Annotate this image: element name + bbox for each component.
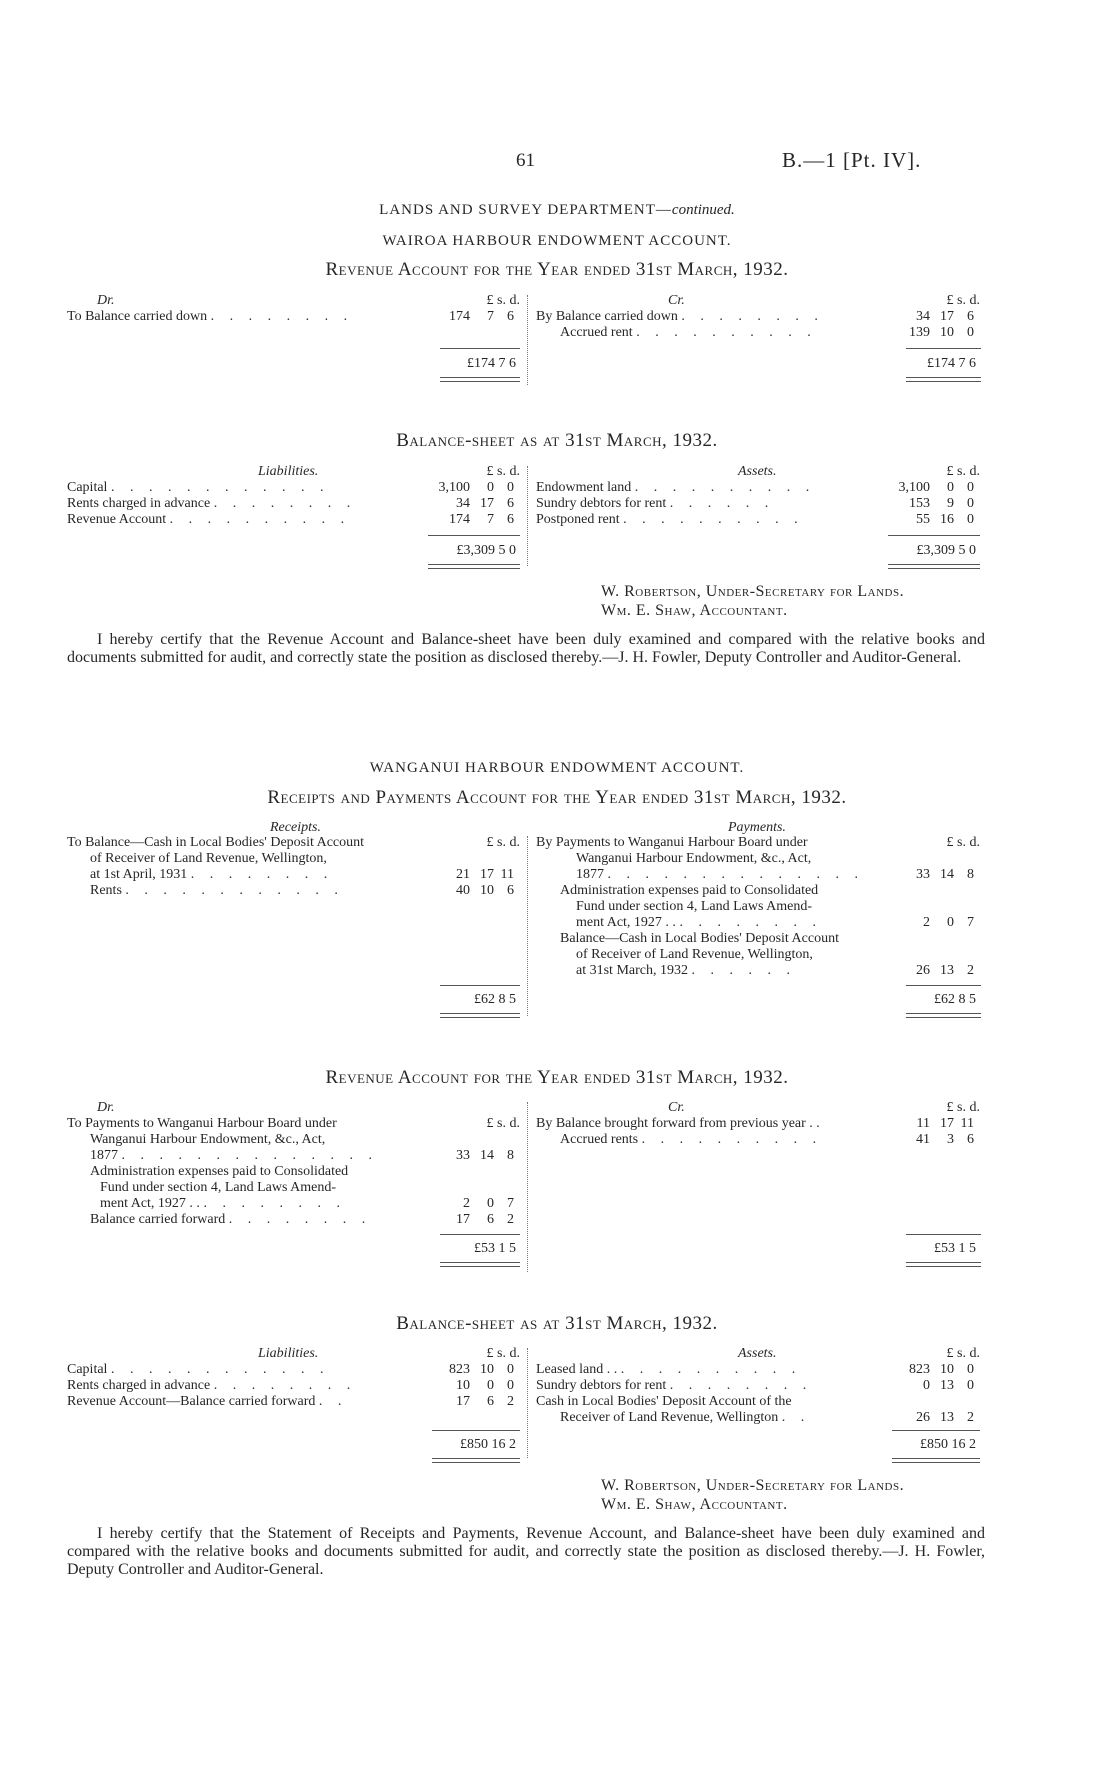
revenue-line: 1877 . . . . . . . . . . . . . . [90, 1148, 378, 1163]
amount-pounds: 55 [916, 512, 930, 527]
column-divider [527, 466, 528, 566]
amount-shillings: 10 [480, 883, 494, 898]
cr-label: Cr. [668, 293, 685, 308]
amount-shillings: 6 [487, 1394, 494, 1409]
total-double-rule [440, 1013, 520, 1018]
amount-shillings: 0 [487, 1378, 494, 1393]
revenue-line: Wanganui Harbour Endowment, &c., Act, [90, 1132, 326, 1147]
amount-pence: 2 [507, 1212, 514, 1227]
sum-rule [892, 1430, 980, 1431]
amount-pence: 6 [507, 309, 514, 324]
amount-pence: 11 [500, 867, 514, 882]
account-row-label: By Balance carried down . . . . . . . . [536, 309, 824, 324]
amount-shillings: 3 [947, 1132, 954, 1147]
revenue-line: By Balance brought forward from previous year . . [536, 1116, 820, 1131]
amount-shillings: 0 [947, 915, 954, 930]
asset-row: Postponed rent . . . . . . . . . . [536, 512, 804, 527]
amount-pence: 6 [507, 496, 514, 511]
amount-shillings: 14 [480, 1148, 494, 1163]
col-header: £ s. d. [946, 835, 980, 850]
payment-line: ment Act, 1927 . . . . . . . . . . [576, 915, 822, 930]
col-header: £ s. d. [486, 293, 520, 308]
total-amount: £850 16 2 [920, 1437, 976, 1452]
payment-line: Fund under section 4, Land Laws Amend- [576, 899, 813, 914]
sum-rule [906, 348, 981, 349]
payment-line: at 31st March, 1932 . . . . . . [576, 963, 796, 978]
amount-shillings: 17 [940, 1116, 954, 1131]
sum-rule [888, 535, 980, 536]
payment-line: Wanganui Harbour Endowment, &c., Act, [576, 851, 812, 866]
amount-shillings: 17 [480, 496, 494, 511]
amount-pounds: 174 [449, 512, 470, 527]
sum-rule [440, 348, 520, 349]
amount-shillings: 10 [480, 1362, 494, 1377]
total-double-rule [440, 1262, 520, 1267]
revenue-line: Balance carried forward . . . . . . . . [90, 1212, 372, 1227]
column-divider [527, 295, 528, 385]
sum-rule [906, 985, 981, 986]
sum-rule [428, 535, 520, 536]
amount-pence: 2 [507, 1394, 514, 1409]
col-header: £ s. d. [946, 293, 980, 308]
receipt-line: To Balance—Cash in Local Bodies' Deposit Account [67, 835, 365, 850]
wairoa-revenue-title: Revenue Account for the Year ended 31st March, 1932. [325, 259, 789, 280]
liability-row: Revenue Account—Balance carried forward . . [67, 1394, 348, 1409]
total-amount: £174 7 6 [467, 356, 516, 371]
account-row-label: To Balance carried down . . . . . . . . [67, 309, 354, 324]
receipt-line: Rents . . . . . . . . . . . . [90, 883, 344, 898]
amount-pence: 0 [967, 512, 974, 527]
amount-pence: 0 [967, 496, 974, 511]
amount-pounds: 0 [923, 1378, 930, 1393]
asset-row: Sundry debtors for rent . . . . . . [536, 496, 775, 511]
amount-pence: 2 [967, 963, 974, 978]
total-double-rule [906, 1013, 981, 1018]
wanganui-account-title: WANGANUI HARBOUR ENDOWMENT ACCOUNT. [369, 760, 745, 776]
revenue-line: Administration expenses paid to Consolidated [90, 1164, 349, 1179]
amount-shillings: 10 [940, 1362, 954, 1377]
total-amount: £850 16 2 [460, 1437, 516, 1452]
liabilities-label: Liabilities. [258, 464, 319, 479]
payment-line: By Payments to Wanganui Harbour Board under [536, 835, 808, 850]
amount-pence: 8 [967, 867, 974, 882]
amount-pence: 0 [967, 1362, 974, 1377]
total-amount: £3,309 5 0 [456, 543, 516, 558]
amount-pounds: 26 [916, 963, 930, 978]
total-amount: £53 1 5 [474, 1241, 516, 1256]
amount-pence: 7 [967, 915, 974, 930]
amount-pounds: 26 [916, 1410, 930, 1425]
payment-line: Balance—Cash in Local Bodies' Deposit Account [560, 931, 839, 946]
col-header: £ s. d. [946, 1100, 980, 1115]
amount-shillings: 7 [487, 512, 494, 527]
wanganui-balance-title: Balance-sheet as at 31st March, 1932. [396, 1313, 718, 1334]
amount-pounds: 33 [456, 1148, 470, 1163]
col-header: £ s. d. [486, 835, 520, 850]
asset-line: Receiver of Land Revenue, Wellington . . [560, 1410, 811, 1425]
amount-pence: 0 [507, 480, 514, 495]
total-amount: £62 8 5 [934, 992, 976, 1007]
amount-pounds: 11 [916, 1116, 930, 1131]
amount-pounds: 823 [449, 1362, 470, 1377]
amount-pounds: 17 [456, 1212, 470, 1227]
signature-accountant: Wm. E. Shaw, Accountant. [601, 602, 788, 619]
amount-pence: 0 [967, 1378, 974, 1393]
amount-pence: 2 [967, 1410, 974, 1425]
amount-pounds: 823 [909, 1362, 930, 1377]
amount-shillings: 9 [947, 496, 954, 511]
amount-shillings: 13 [940, 963, 954, 978]
total-double-rule [892, 1458, 980, 1463]
payment-line: 1877 . . . . . . . . . . . . . . [576, 867, 864, 882]
payment-line: Administration expenses paid to Consolidated [560, 883, 819, 898]
asset-line: Leased land . . . . . . . . . . . . [536, 1362, 802, 1377]
wanganui-receipts-title: Receipts and Payments Account for the Year ended 31st March, 1932. [267, 787, 847, 808]
amount-pounds: 3,100 [438, 480, 470, 495]
amount-shillings: 16 [940, 512, 954, 527]
wanganui-revenue-title: Revenue Account for the Year ended 31st March, 1932. [325, 1067, 789, 1088]
col-header: £ s. d. [946, 1346, 980, 1361]
revenue-line: ment Act, 1927 . . . . . . . . . . [100, 1196, 346, 1211]
col-header: £ s. d. [486, 1116, 520, 1131]
wairoa-balance-title: Balance-sheet as at 31st March, 1932. [396, 430, 718, 451]
cr-label: Cr. [668, 1100, 685, 1115]
amount-pounds: 3,100 [898, 480, 930, 495]
total-double-rule [906, 1262, 981, 1267]
column-divider [527, 1348, 528, 1458]
amount-pounds: 153 [909, 496, 930, 511]
receipt-line: of Receiver of Land Revenue, Wellington, [90, 851, 327, 866]
amount-shillings: 7 [487, 309, 494, 324]
asset-row: Endowment land . . . . . . . . . . [536, 480, 816, 495]
signature-under-secretary: W. Robertson, Under-Secretary for Lands. [601, 1477, 905, 1494]
total-amount: £62 8 5 [474, 992, 516, 1007]
amount-pounds: 2 [463, 1196, 470, 1211]
asset-line: Sundry debtors for rent . . . . . . . . [536, 1378, 813, 1393]
total-double-rule [432, 1458, 520, 1463]
sum-rule [440, 985, 520, 986]
sum-rule [440, 1234, 520, 1235]
amount-pounds: 34 [456, 496, 470, 511]
liability-row: Capital . . . . . . . . . . . . [67, 480, 330, 495]
col-header: £ s. d. [486, 464, 520, 479]
total-double-rule [888, 564, 980, 569]
amount-shillings: 0 [487, 1196, 494, 1211]
amount-pounds: 10 [456, 1378, 470, 1393]
amount-pounds: 17 [456, 1394, 470, 1409]
liability-row: Revenue Account . . . . . . . . . . [67, 512, 351, 527]
liability-row: Rents charged in advance . . . . . . . . [67, 1378, 357, 1393]
amount-pence: 0 [507, 1378, 514, 1393]
assets-label: Assets. [738, 1346, 777, 1361]
total-double-rule [906, 377, 981, 382]
account-row-label: Accrued rent . . . . . . . . . . [560, 325, 817, 340]
amount-pence: 0 [967, 325, 974, 340]
col-header: £ s. d. [946, 464, 980, 479]
amount-pence: 7 [507, 1196, 514, 1211]
dr-label: Dr. [97, 293, 115, 308]
amount-pounds: 21 [456, 867, 470, 882]
amount-shillings: 17 [940, 309, 954, 324]
wairoa-account-title: WAIROA HARBOUR ENDOWMENT ACCOUNT. [382, 233, 732, 249]
total-double-rule [440, 377, 520, 382]
receipt-line: at 1st April, 1931 . . . . . . . . [90, 867, 334, 882]
receipts-label: Receipts. [270, 820, 321, 835]
dr-label: Dr. [97, 1100, 115, 1115]
col-header: £ s. d. [486, 1346, 520, 1361]
revenue-line: To Payments to Wanganui Harbour Board under [67, 1116, 337, 1131]
page-number: 61 [516, 150, 535, 171]
amount-pence: 8 [507, 1148, 514, 1163]
asset-line: Cash in Local Bodies' Deposit Account of the [536, 1394, 792, 1409]
liability-row: Capital . . . . . . . . . . . . [67, 1362, 330, 1377]
amount-pounds: 40 [456, 883, 470, 898]
amount-shillings: 13 [940, 1410, 954, 1425]
amount-shillings: 10 [940, 325, 954, 340]
column-divider [527, 836, 528, 1016]
amount-shillings: 14 [940, 867, 954, 882]
audit-certificate: I hereby certify that the Statement of Receipts and Payments, Revenue Account, and Balance-sheet have been duly examined and compared with the relative books and documents submitted for audit, and correctly state the position as disclosed thereby.—J. H. Fowler, Deputy Controller and Auditor-General. [67, 1525, 985, 1578]
assets-label: Assets. [738, 464, 777, 479]
amount-pounds: 34 [916, 309, 930, 324]
amount-pounds: 139 [909, 325, 930, 340]
amount-pence: 6 [507, 512, 514, 527]
payments-label: Payments. [728, 820, 786, 835]
revenue-line: Fund under section 4, Land Laws Amend- [100, 1180, 337, 1195]
amount-shillings: 13 [940, 1378, 954, 1393]
signature-accountant: Wm. E. Shaw, Accountant. [601, 1496, 788, 1513]
page-reference: B.—1 [Pt. IV]. [782, 148, 922, 172]
amount-shillings: 6 [487, 1212, 494, 1227]
amount-pounds: 2 [923, 915, 930, 930]
amount-pounds: 174 [449, 309, 470, 324]
total-amount: £53 1 5 [934, 1241, 976, 1256]
audit-certificate: I hereby certify that the Revenue Account and Balance-sheet have been duly examined and compared with the relative books and documents submitted for audit, and correctly state the position as disclosed thereby.—J. H. Fowler, Deputy Controller and Auditor-General. [67, 631, 985, 666]
department-title: LANDS AND SURVEY DEPARTMENT—continued. [379, 202, 735, 218]
amount-pence: 0 [967, 480, 974, 495]
liability-row: Rents charged in advance . . . . . . . . [67, 496, 357, 511]
column-divider [527, 1102, 528, 1272]
amount-pence: 6 [967, 1132, 974, 1147]
sum-rule [432, 1430, 520, 1431]
revenue-line: Accrued rents . . . . . . . . . . [560, 1132, 823, 1147]
total-amount: £3,309 5 0 [916, 543, 976, 558]
amount-pence: 0 [507, 1362, 514, 1377]
payment-line: of Receiver of Land Revenue, Wellington, [576, 947, 813, 962]
amount-pounds: 41 [916, 1132, 930, 1147]
amount-pence: 6 [507, 883, 514, 898]
amount-pounds: 33 [916, 867, 930, 882]
signature-under-secretary: W. Robertson, Under-Secretary for Lands. [601, 583, 905, 600]
amount-pence: 6 [967, 309, 974, 324]
amount-shillings: 17 [480, 867, 494, 882]
total-amount: £174 7 6 [927, 356, 976, 371]
sum-rule [906, 1234, 981, 1235]
amount-shillings: 0 [487, 480, 494, 495]
total-double-rule [428, 564, 520, 569]
amount-pence: 11 [960, 1116, 974, 1131]
amount-shillings: 0 [947, 480, 954, 495]
liabilities-label: Liabilities. [258, 1346, 319, 1361]
